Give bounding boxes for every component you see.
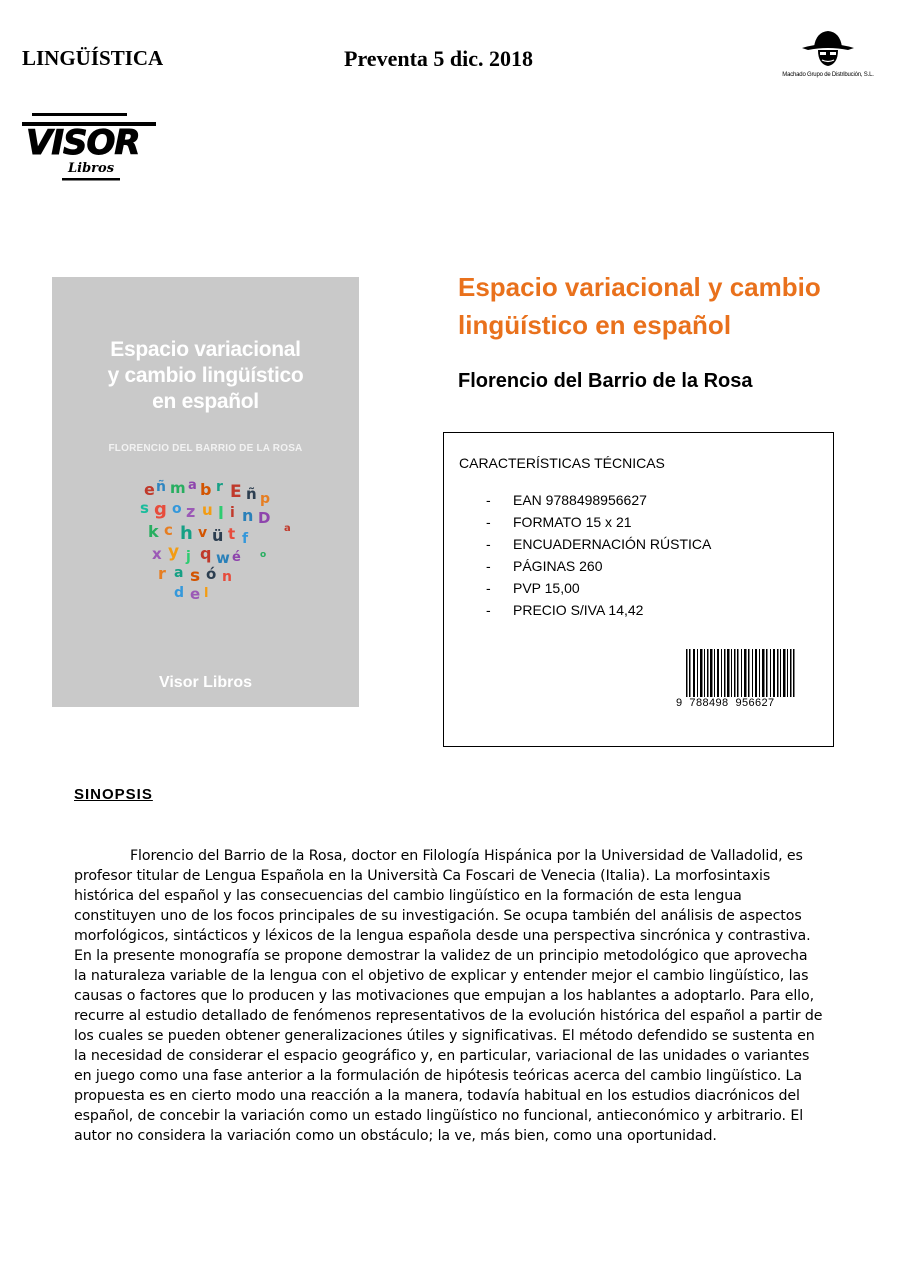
- svg-text:a: a: [174, 565, 184, 581]
- ean-barcode: [676, 649, 806, 713]
- svg-text:j: j: [186, 549, 191, 565]
- svg-text:a: a: [284, 523, 291, 534]
- svg-text:ñ: ñ: [156, 479, 166, 495]
- synopsis-paragraph: Florencio del Barrio de la Rosa, doctor en Filología Hispánica por la Universidad de Valladolid, es profesor titular de Lengua Española en la Università Ca Foscari de Venecia (Italia). La morfosintaxis histórica del español y las consecuencias del cambio lingüístico en la formación de esta lengua constituyen uno de los focos principales de su investigación. Se ocupa también del análisis de aspectos morfológicos, sintácticos y léxicos de la lengua española desde una perspectiva sincrónica y contrastiva.: [74, 848, 811, 944]
- svg-text:s: s: [140, 499, 149, 517]
- presale-date: Preventa 5 dic. 2018: [344, 46, 534, 71]
- svg-text:z: z: [186, 502, 196, 521]
- svg-text:u: u: [202, 501, 213, 519]
- hat-man-icon: [798, 26, 858, 70]
- technical-specs-box: CARACTERÍSTICAS TÉCNICAS - EAN 9788498956627 - FORMATO 15 x 21 - ENCUADERNACIÓN RÚSTICA - PÁGINAS 260 - PVP 15,00 - PRECIO S/IVA 14,42 9 788498 956627: [443, 432, 834, 747]
- svg-text:e: e: [190, 585, 201, 603]
- svg-text:x: x: [152, 545, 162, 563]
- svg-text:k: k: [148, 522, 159, 541]
- svg-text:c: c: [164, 521, 173, 539]
- cover-author: FLORENCIO DEL BARRIO DE LA ROSA: [108, 443, 303, 454]
- svg-text:r: r: [216, 479, 223, 495]
- svg-text:o: o: [172, 501, 182, 517]
- svg-text:g: g: [154, 499, 167, 520]
- book-title: Espacio variacional y cambio lingüístico en español: [458, 272, 821, 340]
- synopsis-heading: SINOPSIS: [74, 786, 153, 803]
- svg-text:E: E: [230, 482, 242, 502]
- cover-title: Espacio variacional y cambio lingüístico en español: [107, 338, 304, 413]
- book-cover: [52, 277, 359, 707]
- svg-text:e: e: [144, 480, 155, 499]
- svg-text:n: n: [222, 569, 232, 585]
- synopsis-text: [74, 846, 824, 1146]
- svg-text:s: s: [190, 566, 201, 586]
- svg-text:ñ: ñ: [246, 485, 257, 503]
- svg-text:o: o: [260, 550, 267, 560]
- svg-text:ó: ó: [206, 565, 217, 583]
- svg-text:b: b: [200, 480, 212, 499]
- svg-text:f: f: [242, 531, 249, 547]
- cover-publisher: Visor Libros: [158, 674, 253, 691]
- svg-text:D: D: [258, 509, 271, 527]
- specs-heading: CARACTERÍSTICAS TÉCNICAS: [459, 455, 665, 471]
- svg-text:a: a: [188, 478, 197, 493]
- svg-text:r: r: [158, 564, 166, 583]
- distributor-name: Machado Grupo de Distribución, S.L.: [782, 72, 874, 78]
- visor-logo-text: VISOR: [26, 123, 140, 163]
- barcode-digits: 9 788498 956627: [676, 697, 806, 709]
- spain-letter-map-illustration: [134, 473, 294, 613]
- visor-libros-logo: [22, 108, 156, 184]
- svg-text:ü: ü: [212, 526, 224, 545]
- svg-text:l: l: [218, 504, 224, 524]
- category-label: LINGÜÍSTICA: [22, 46, 164, 70]
- barcode-bars: [676, 649, 806, 699]
- svg-text:é: é: [232, 550, 241, 565]
- svg-text:w: w: [216, 549, 230, 567]
- svg-text:d: d: [174, 585, 185, 601]
- svg-text:t: t: [228, 525, 236, 543]
- svg-text:l: l: [204, 586, 209, 601]
- svg-text:v: v: [198, 525, 208, 541]
- svg-text:p: p: [260, 491, 271, 507]
- distributor-logo: [780, 26, 876, 86]
- svg-text:n: n: [242, 506, 254, 525]
- svg-text:m: m: [170, 479, 186, 497]
- svg-text:h: h: [180, 523, 193, 544]
- svg-text:q: q: [200, 544, 212, 563]
- libros-logo-text: Libros: [68, 161, 115, 176]
- svg-text:y: y: [168, 542, 180, 562]
- synopsis-paragraph: En la presente monografía se propone demostrar la validez de un principio metodológico que aprovecha la naturaleza variable de la lengua con el objetivo de explicar y entender mejor el cambio lingüístico, las causas o factores que lo producen y las motivaciones que empujan a los hablantes a adoptarlo. Para ello, recurre al estudio detallado de fenómenos representativos de la evolución histórica del español a partir de los cuales se pueden obtener generalizaciones útiles y significativas. El método defendido se sustenta en la necesidad de considerar el espacio geográfico y, en particular, variacional de las unidades o variantes en juego como una fase anterior a la formulación de hipótesis teóricas acerca del cambio lingüístico. La propuesta es en cierto modo una reacción a la manera, todavía habitual en los estudios diacrónicos del español, de concebir la variación como un estado lingüístico no funcional, antieconómico y arbitrario. El autor no considera la variación como un obstáculo; la ve, más bien, como una oportunidad.: [74, 948, 823, 1144]
- svg-text:i: i: [230, 505, 235, 521]
- book-author: Florencio del Barrio de la Rosa: [458, 370, 753, 392]
